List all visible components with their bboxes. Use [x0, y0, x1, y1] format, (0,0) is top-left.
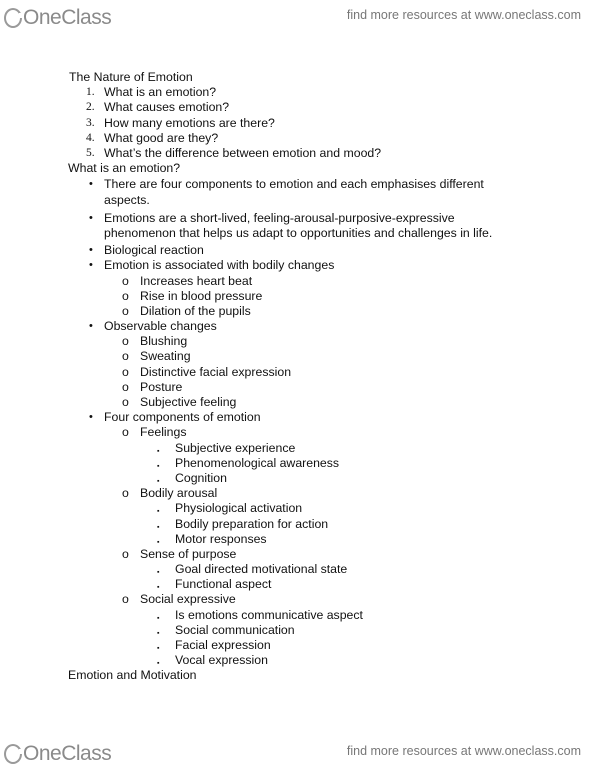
bullet-icon: •	[89, 411, 93, 424]
subsub-item	[69, 456, 569, 471]
bullet-item	[69, 210, 509, 243]
question-number: 1.	[86, 86, 95, 99]
resources-link[interactable]: find more resources at www.oneclass.com	[346, 744, 581, 758]
square-bullet-icon: ▪	[157, 660, 160, 668]
subsub-text: Cognition	[175, 470, 227, 485]
subsub-text: Facial expression	[175, 638, 271, 652]
sub-item	[69, 486, 569, 501]
closing-heading: Emotion and Motivation	[68, 668, 197, 683]
sub-item	[69, 592, 569, 607]
subsub-text: Motor responses	[175, 531, 267, 546]
subsub-item	[69, 532, 569, 547]
subsub-item	[69, 501, 569, 516]
subsub-text: Subjective experience	[175, 440, 296, 455]
question-item	[69, 116, 569, 131]
question-item	[69, 131, 569, 146]
sub-item	[69, 365, 569, 380]
subsub-item	[69, 653, 569, 668]
sub-text: Sense of purpose	[140, 546, 237, 561]
bullet-text: Observable changes	[104, 319, 217, 334]
subsub-text: Physiological activation	[175, 501, 303, 516]
bullet-text: Emotion is associated with bodily changes	[104, 258, 335, 273]
square-bullet-icon: ▪	[157, 447, 160, 455]
square-bullet-icon: ▪	[157, 584, 160, 592]
question-number: 5.	[86, 146, 95, 159]
square-bullet-icon: ▪	[157, 629, 160, 637]
subsub-text: Functional aspect	[175, 577, 272, 592]
bullet-icon: •	[89, 211, 93, 224]
question-item	[69, 100, 569, 115]
logo-text: OneClass	[23, 6, 112, 29]
bullet-item	[69, 319, 569, 334]
question-number: 4.	[86, 131, 95, 144]
bullet-icon: •	[89, 178, 93, 191]
sub-text: Social expressive	[140, 592, 236, 607]
bullet-item	[69, 243, 569, 258]
subsub-text: Phenomenological awareness	[175, 455, 340, 470]
square-bullet-icon: ▪	[157, 462, 160, 470]
sub-bullet-icon: o	[122, 546, 129, 561]
question-item	[69, 146, 569, 161]
section-heading: What is an emotion?	[68, 161, 181, 176]
bullet-text: Biological reaction	[104, 243, 204, 258]
doc-title: The Nature of Emotion	[69, 70, 193, 84]
bullet-text: There are four components to emotion and each emphasises different aspects.	[104, 177, 484, 207]
subsub-item	[69, 441, 569, 456]
logo-o-icon	[4, 744, 22, 764]
bullet-text: Emotions are a short-lived, feeling-arousal-purposive-expressive phenomenon that helps us adapt to opportunities and challenges in life.	[104, 210, 493, 240]
sub-item	[69, 547, 569, 562]
sub-text: Blushing	[140, 334, 188, 349]
sub-text: Distinctive facial expression	[140, 364, 292, 379]
page-footer	[0, 736, 595, 770]
question-text: What causes emotion?	[104, 100, 230, 115]
question-text: What is an emotion?	[104, 85, 217, 100]
square-bullet-icon: ▪	[157, 523, 160, 531]
sub-bullet-icon: o	[122, 486, 129, 501]
bullet-item	[69, 176, 509, 209]
subsub-text: Is emotions communicative aspect	[175, 607, 363, 622]
oneclass-logo[interactable]	[4, 6, 111, 30]
question-item	[69, 85, 569, 100]
question-text: What’s the difference between emotion and mood?	[104, 145, 382, 160]
subsub-item	[69, 638, 569, 653]
subsub-item	[69, 623, 569, 638]
sub-bullet-icon: o	[122, 273, 129, 288]
sub-text: Dilation of the pupils	[140, 303, 251, 318]
logo-text: OneClass	[23, 742, 112, 765]
sub-text: Increases heart beat	[140, 273, 253, 288]
bullet-icon: •	[89, 244, 93, 257]
sub-text: Rise in blood pressure	[140, 288, 263, 303]
bullet-text: Four components of emotion	[104, 410, 261, 425]
square-bullet-icon: ▪	[157, 538, 160, 546]
sub-item	[69, 289, 569, 304]
subsub-text: Bodily preparation for action	[175, 516, 329, 531]
bullet-item	[69, 410, 569, 425]
sub-bullet-icon: o	[122, 349, 129, 364]
subsub-text: Vocal expression	[175, 653, 268, 668]
question-text: How many emotions are there?	[104, 115, 275, 130]
square-bullet-icon: ▪	[157, 569, 160, 577]
oneclass-logo[interactable]	[4, 742, 111, 766]
subsub-text: Social communication	[175, 622, 295, 637]
subsub-item	[69, 562, 569, 577]
sub-text: Bodily arousal	[140, 486, 218, 501]
sub-item	[69, 395, 569, 410]
square-bullet-icon: ▪	[157, 477, 160, 485]
sub-text: Subjective feeling	[140, 395, 237, 409]
page-header	[0, 0, 595, 34]
question-number: 3.	[86, 116, 95, 129]
sub-text: Sweating	[140, 349, 191, 364]
subsub-text: Goal directed motivational state	[175, 562, 348, 577]
sub-item	[69, 349, 569, 364]
sub-text: Feelings	[140, 425, 187, 440]
bullet-item	[69, 258, 569, 273]
sub-item	[69, 304, 569, 319]
sub-item	[69, 425, 569, 440]
square-bullet-icon: ▪	[157, 508, 160, 516]
sub-bullet-icon: o	[122, 303, 129, 318]
sub-bullet-icon: o	[122, 288, 129, 303]
subsub-item	[69, 608, 569, 623]
sub-item	[69, 274, 569, 289]
sub-bullet-icon: o	[122, 334, 129, 349]
sub-bullet-icon: o	[122, 395, 129, 409]
question-text: What good are they?	[104, 130, 219, 145]
sub-text: Posture	[140, 379, 183, 394]
subsub-item	[69, 471, 569, 486]
subsub-item	[69, 577, 569, 592]
bullet-icon: •	[89, 259, 93, 272]
logo-o-icon	[4, 8, 22, 28]
question-number: 2.	[86, 101, 95, 114]
sub-item	[69, 334, 569, 349]
square-bullet-icon: ▪	[157, 614, 160, 622]
subsub-item	[69, 517, 569, 532]
sub-bullet-icon: o	[122, 425, 129, 440]
resources-link[interactable]: find more resources at www.oneclass.com	[346, 8, 581, 22]
sub-bullet-icon: o	[122, 379, 129, 394]
sub-bullet-icon: o	[122, 592, 129, 607]
sub-bullet-icon: o	[122, 364, 129, 379]
bullet-icon: •	[89, 320, 93, 333]
square-bullet-icon: ▪	[157, 645, 160, 652]
sub-item	[69, 380, 569, 395]
document-body	[69, 70, 569, 684]
